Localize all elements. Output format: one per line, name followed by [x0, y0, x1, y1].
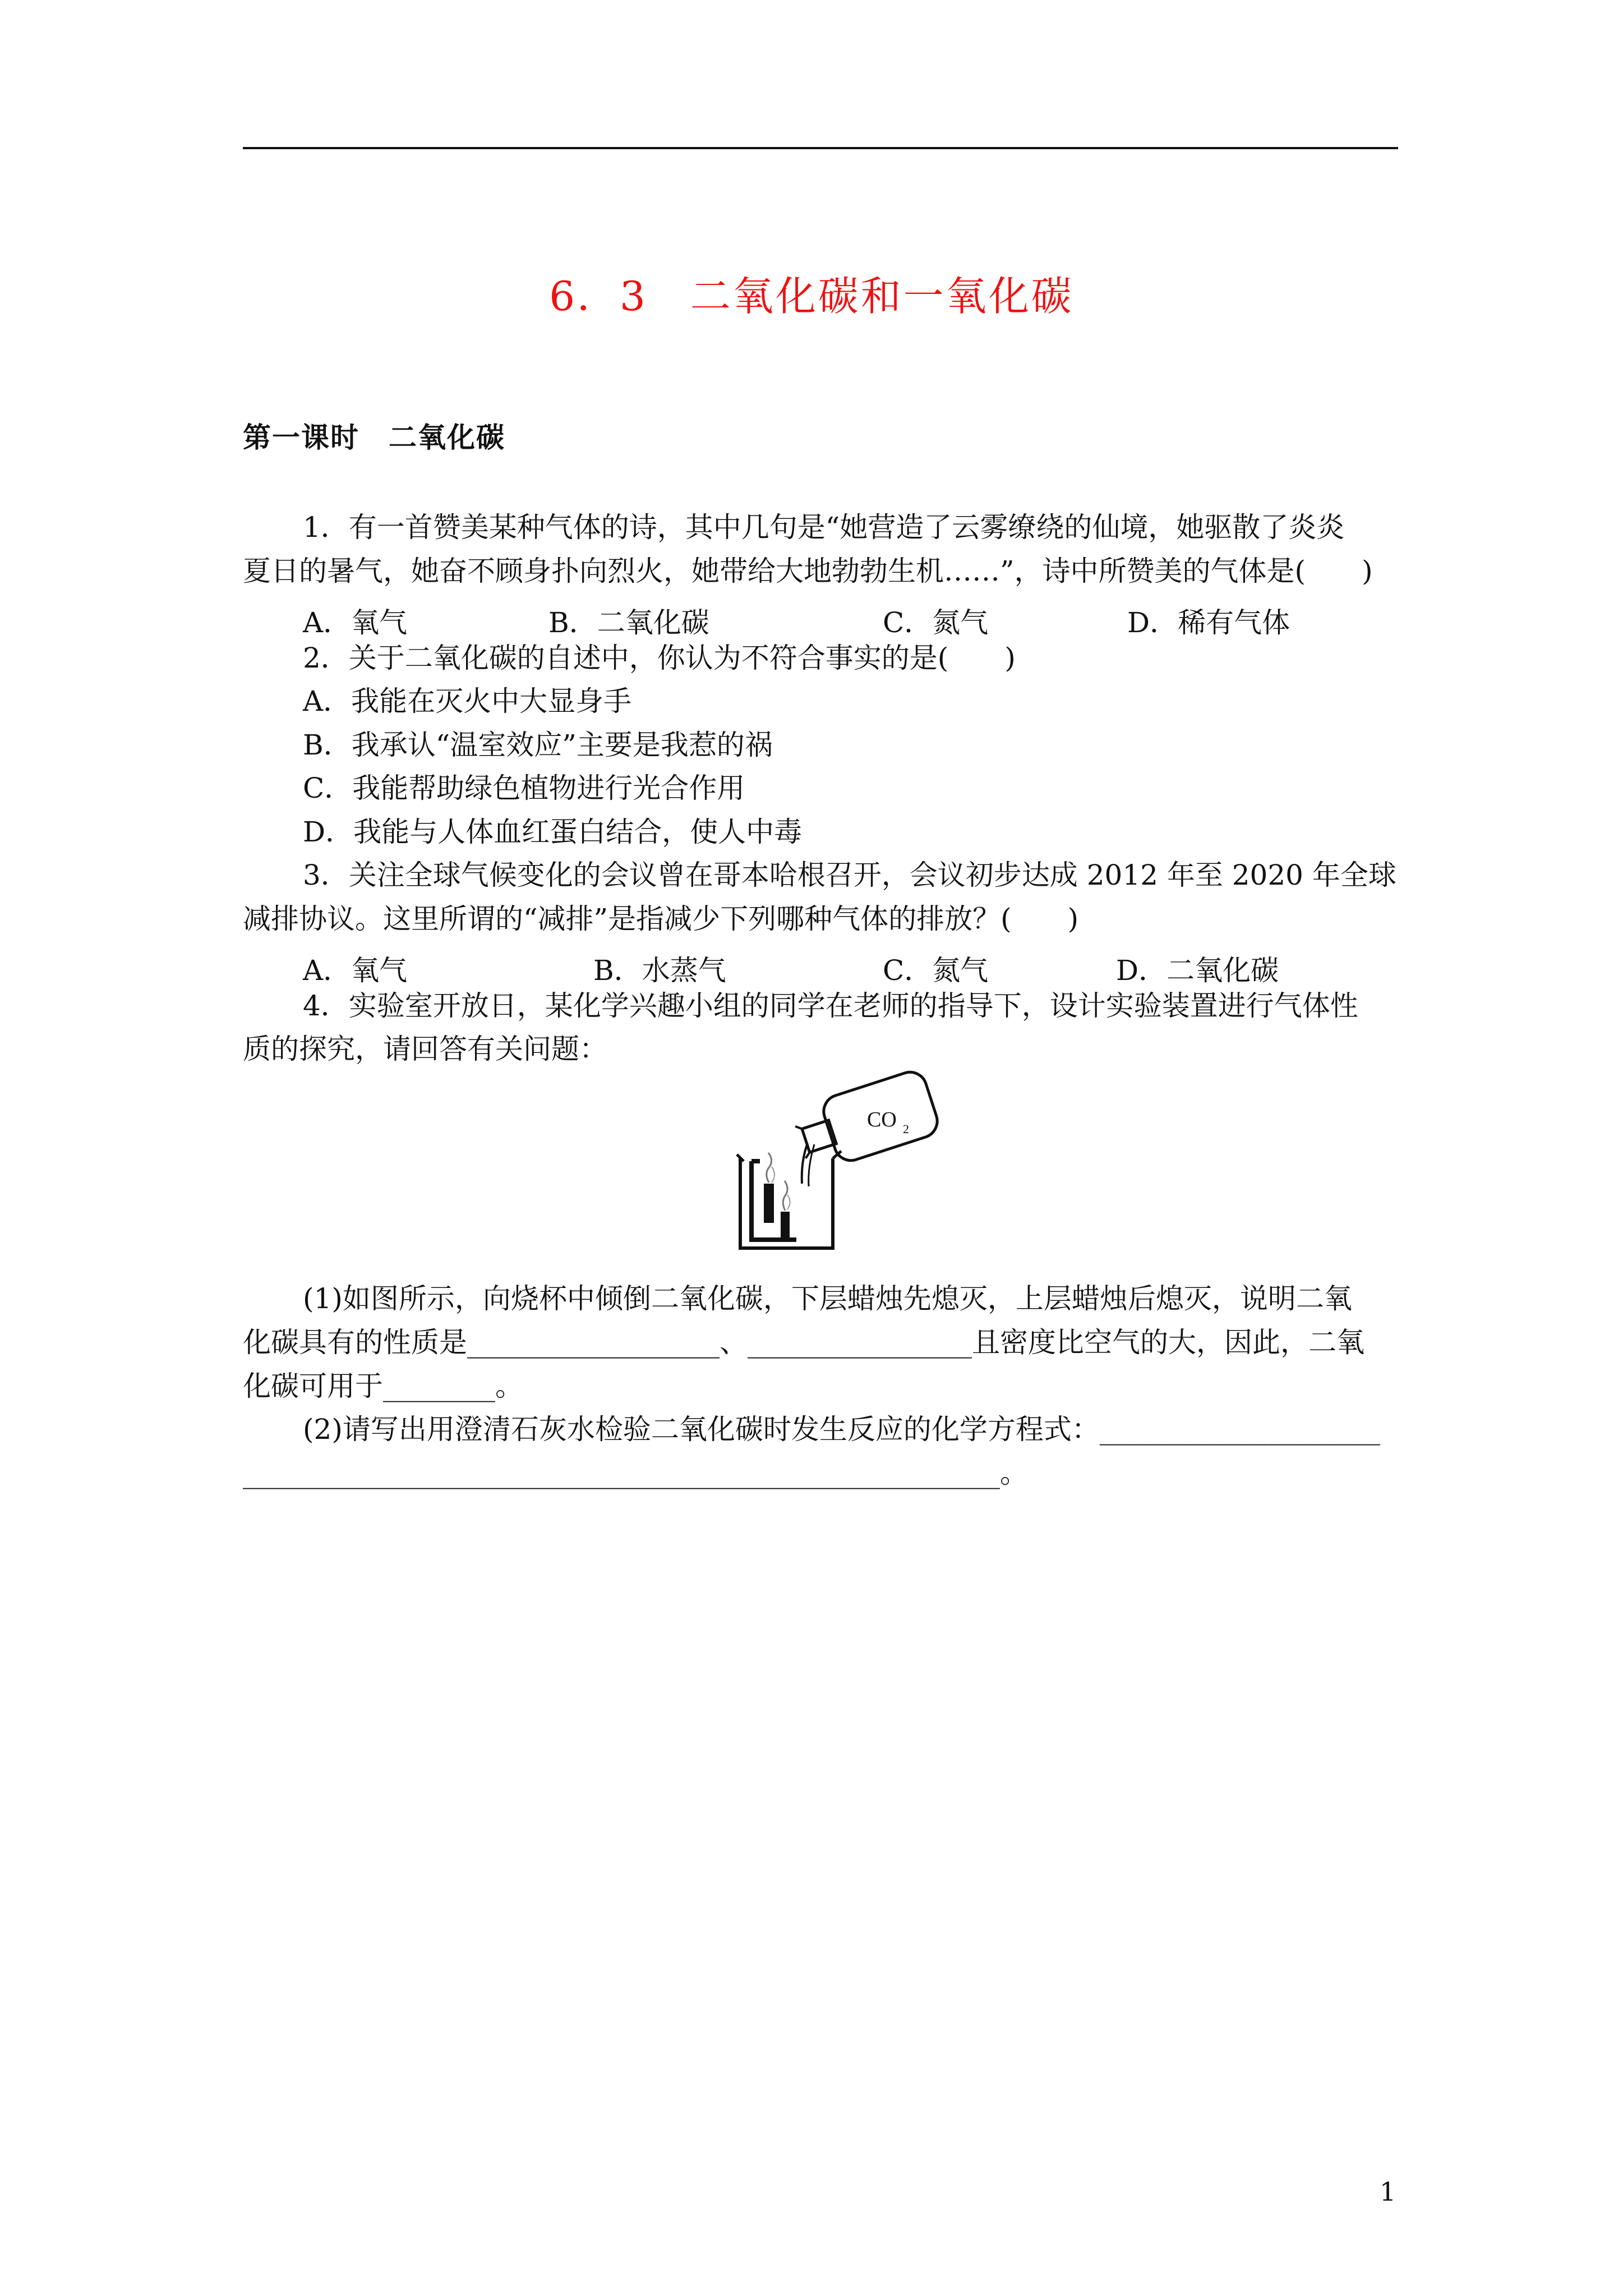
q3-option-c: C．氮气 — [883, 954, 989, 987]
figure-co2-subscript: 2 — [903, 1122, 909, 1136]
q4-part1-line1: (1)如图所示，向烧杯中倾倒二氧化碳，下层蜡烛先熄灭，上层蜡烛后熄灭，说明二氧 — [303, 1282, 1352, 1315]
section-title: 第一课时 二氧化碳 — [243, 421, 505, 454]
q1-option-a: A．氧气 — [303, 606, 408, 639]
q4-part2-line2: ______________________________________________________。 — [243, 1457, 1028, 1489]
q4-part1-line3: 化碳可用于________。 — [243, 1370, 523, 1402]
q4-stem-line1: 4．实验室开放日，某化学兴趣小组的同学在老师的指导下，设计实验装置进行气体性 — [303, 990, 1358, 1022]
q1-stem-line2: 夏日的暑气，她奋不顾身扑向烈火，她带给大地勃勃生机……”，诗中所赞美的气体是( ) — [243, 555, 1373, 587]
q2-option-d: D．我能与人体血红蛋白结合，使人中毒 — [303, 816, 803, 848]
q2-option-b: B．我承认“温室效应”主要是我惹的祸 — [303, 729, 773, 761]
q3-stem-line2: 减排协议。这里所谓的“减排”是指减少下列哪种气体的排放？( ) — [243, 903, 1079, 935]
q1-option-c: C．氮气 — [883, 606, 989, 639]
q1-option-b: B．二氧化碳 — [548, 606, 709, 639]
page-title: 6．3 二氧化碳和一氧化碳 — [549, 273, 1074, 320]
figure-co2-label: CO — [867, 1108, 897, 1131]
lower-candle — [781, 1212, 790, 1240]
q4-part2-line1: (2)请写出用澄清石灰水检验二氧化碳时发生反应的化学方程式：____________________ — [303, 1413, 1380, 1446]
q3-stem-line1: 3．关注全球气候变化的会议曾在哥本哈根召开，会议初步达成 2012 年至 2020 年全球 — [303, 859, 1396, 891]
co2-stream — [802, 1143, 808, 1184]
q4-stem-line2: 质的探究，请回答有关问题： — [243, 1033, 607, 1065]
q4-part1-line2: 化碳具有的性质是__________________、________________且密度比空气的大，因此，二氧 — [243, 1326, 1364, 1359]
q2-option-a: A．我能在灭火中大显身手 — [303, 685, 632, 717]
q1-option-d: D．稀有气体 — [1127, 606, 1290, 639]
q1-stem-line1: 1．有一首赞美某种气体的诗，其中几句是“她营造了云雾缭绕的仙境，她驱散了炎炎 — [303, 511, 1345, 544]
upper-candle — [764, 1184, 774, 1223]
q3-option-a: A．氧气 — [303, 954, 408, 987]
q3-option-d: D．二氧化碳 — [1116, 954, 1279, 987]
experiment-figure — [729, 1055, 965, 1257]
gas-bottle — [790, 1068, 942, 1175]
q3-option-b: B．水蒸气 — [593, 954, 726, 987]
header-rule — [243, 147, 1398, 149]
q2-option-c: C．我能帮助绿色植物进行光合作用 — [303, 772, 745, 804]
q2-stem: 2．关于二氧化碳的自述中，你认为不符合事实的是( ) — [303, 642, 1016, 674]
page-number: 1 — [1380, 2177, 1396, 2207]
